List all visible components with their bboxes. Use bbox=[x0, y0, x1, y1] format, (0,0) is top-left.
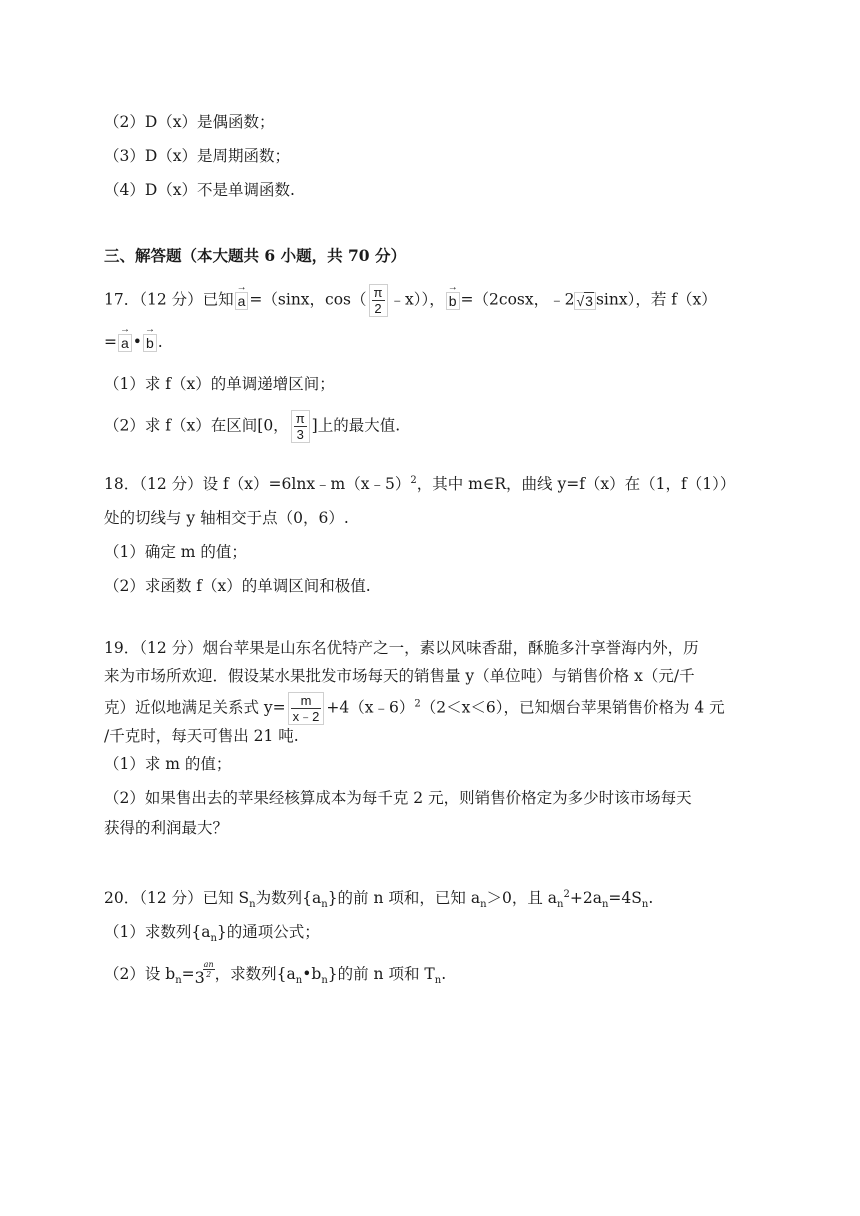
statement-2: （2）D（x）是偶函数； bbox=[104, 113, 275, 131]
frac-num: π bbox=[373, 285, 383, 300]
vector-a: → a bbox=[118, 334, 132, 352]
q20-text: }的前 n 项和，已知 a bbox=[327, 889, 481, 907]
q19-line3 bbox=[104, 692, 725, 725]
q17-text: sinx），若 f（x） bbox=[595, 290, 717, 309]
q17-line2 bbox=[104, 330, 163, 354]
frac-num: π bbox=[295, 411, 305, 426]
q20-part1 bbox=[104, 920, 320, 944]
fraction-pi-over-2 bbox=[369, 284, 388, 317]
q20-text: }的前 n 项和 T bbox=[327, 965, 435, 983]
q19-text: （2＜x＜6），已知烟台苹果销售价格为 4 元 bbox=[420, 698, 725, 717]
q19-text: +4（x﹣6） bbox=[326, 698, 415, 717]
subscript: n bbox=[321, 899, 328, 911]
q18-line1 bbox=[104, 472, 735, 496]
frac-den: 2 bbox=[374, 301, 382, 316]
q19-part2-line2: 获得的利润最大？ bbox=[104, 819, 229, 837]
power-exponent bbox=[203, 960, 215, 979]
q20-line1 bbox=[104, 886, 653, 910]
power-base: 3 bbox=[194, 968, 205, 987]
q19-line4: /千克时，每天可售出 21 吨. bbox=[104, 727, 299, 745]
q20-text: . bbox=[441, 965, 447, 983]
q18-line2: 处的切线与 y 轴相交于点（0，6）. bbox=[104, 509, 349, 527]
superscript: 2 bbox=[410, 474, 417, 486]
subscript: n bbox=[210, 933, 217, 945]
subscript: n bbox=[557, 899, 564, 911]
fraction-m-over-x-minus-2 bbox=[288, 692, 325, 725]
vector-b: → b bbox=[143, 334, 157, 352]
subscript: n bbox=[434, 975, 442, 987]
vector-a: → a bbox=[235, 292, 249, 310]
q18-part2: （2）求函数 f（x）的单调区间和极值. bbox=[104, 577, 371, 595]
q20-text: }的通项公式； bbox=[216, 923, 320, 941]
fraction-pi-over-3 bbox=[291, 410, 310, 443]
superscript: 2 bbox=[563, 888, 570, 900]
subscript: n bbox=[175, 975, 182, 987]
sqrt-radicand: 3 bbox=[585, 292, 593, 309]
q20-text: （1）求数列{a bbox=[104, 923, 211, 941]
frac-den: x﹣2 bbox=[292, 709, 320, 724]
q19-part1: （1）求 m 的值； bbox=[104, 755, 232, 773]
q19-line1: 19．（12 分）烟台苹果是山东名优特产之一，素以风味香甜，酥脆多汁享誉海内外，历 bbox=[104, 639, 699, 657]
statement-4: （4）D（x）不是单调函数. bbox=[104, 181, 295, 199]
q20-text: = bbox=[181, 965, 195, 983]
q19-text: 克）近似地满足关系式 y= bbox=[104, 698, 286, 717]
q17-text: （2）求 f（x）在区间[0， bbox=[104, 416, 289, 435]
subscript: n bbox=[321, 975, 328, 987]
q17-text: . bbox=[157, 333, 163, 351]
q20-text: =4S bbox=[608, 889, 642, 907]
superscript: 2 bbox=[414, 698, 421, 710]
q20-text: ，求数列{a bbox=[214, 965, 296, 983]
q20-text: +2a bbox=[569, 889, 602, 907]
q20-text: ＞0，且 a bbox=[486, 889, 558, 907]
q20-text: 20．（12 分）已知 S bbox=[104, 889, 250, 907]
dot-operator: • bbox=[132, 333, 142, 351]
q17-text: = bbox=[104, 333, 117, 351]
sqrt-3: √3 bbox=[574, 292, 595, 310]
subscript: n bbox=[249, 899, 256, 911]
q17-text: ﹣x））， bbox=[389, 290, 445, 309]
section-title: 三、解答题（本大题共 6 小题，共 70 分） bbox=[104, 246, 406, 265]
q17-text: =（sinx，cos（ bbox=[249, 290, 367, 309]
subscript: n bbox=[601, 899, 609, 911]
q17-text: =（2cosx，﹣2 bbox=[460, 290, 575, 309]
subscript: n bbox=[480, 899, 487, 911]
q20-part2 bbox=[104, 962, 446, 986]
frac-den: 3 bbox=[296, 427, 304, 442]
q17-line1 bbox=[104, 284, 717, 317]
exp-num: an bbox=[203, 960, 214, 969]
statement-3: （3）D（x）是周期函数； bbox=[104, 147, 291, 165]
vector-b: → b bbox=[446, 292, 460, 310]
q20-text: 为数列{a bbox=[255, 889, 322, 907]
q20-text: •b bbox=[302, 965, 322, 983]
q18-text: ，其中 m∈R，曲线 y=f（x）在（1，f（1）） bbox=[416, 475, 736, 493]
q17-part1: （1）求 f（x）的单调递增区间； bbox=[104, 375, 335, 393]
exp-den: 2 bbox=[206, 970, 212, 979]
q17-part2 bbox=[104, 410, 400, 443]
subscript: n bbox=[295, 975, 303, 987]
frac-num: m bbox=[291, 693, 322, 709]
q17-number: 17．（12 分）已知 bbox=[104, 290, 234, 309]
q18-part1: （1）确定 m 的值； bbox=[104, 543, 247, 561]
power-3-an-over-2 bbox=[194, 960, 215, 987]
q17-text: ]上的最大值. bbox=[311, 416, 401, 435]
q19-part2-line1: （2）如果售出去的苹果经核算成本为每千克 2 元，则销售价格定为多少时该市场每天 bbox=[104, 789, 692, 807]
q19-line2: 来为市场所欢迎．假设某水果批发市场每天的销售量 y（单位吨）与销售价格 x（元/千 bbox=[104, 667, 695, 685]
q20-text: （2）设 b bbox=[104, 965, 176, 983]
q18-text: 18．（12 分）设 f（x）=6lnx﹣m（x﹣5） bbox=[104, 475, 411, 493]
subscript: n bbox=[641, 899, 649, 911]
q20-text: . bbox=[648, 889, 654, 907]
